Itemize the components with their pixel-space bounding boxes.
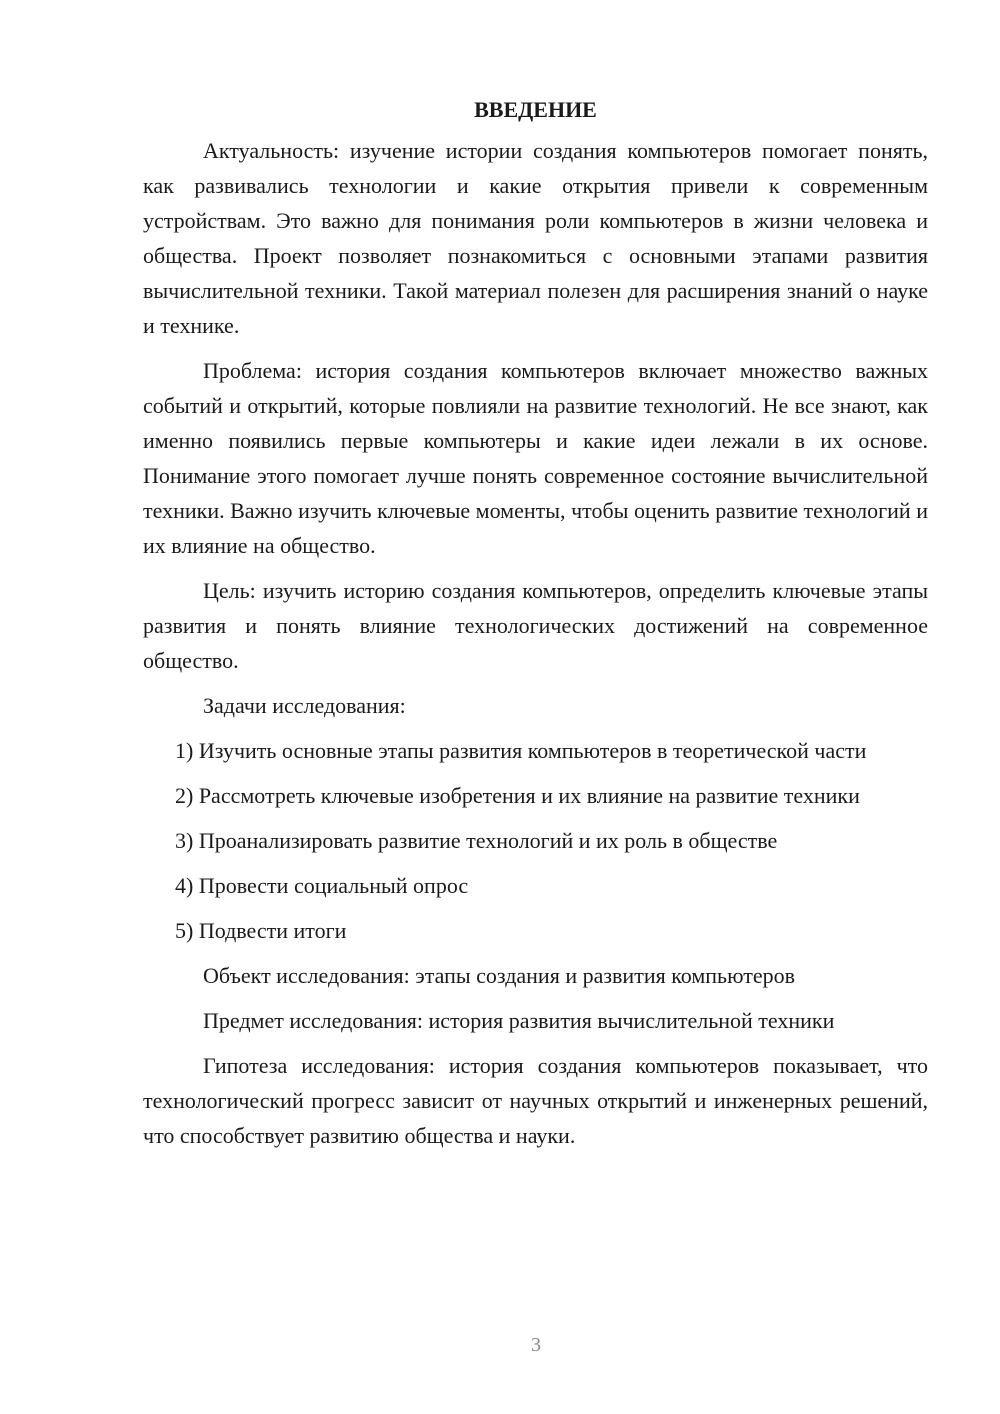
task-item: 1) Изучить основные этапы развития компьютеров в теоретической части — [175, 738, 867, 763]
subject-paragraph: Предмет исследования: история развития вычислительной техники — [203, 1008, 835, 1033]
relevance-paragraph: Актуальность: изучение истории создания компьютеров помогает понять, как развивались технологии и какие открытия привели к современным устройствам. Это важно для понимания роли компьютеров в жизни человека и общества. Проект позволяет познакомиться с основными этапами развития вычислительной техники. Такой материал полезен для расширения знаний о науке и технике. — [143, 138, 928, 338]
task-item: 2) Рассмотреть ключевые изобретения и их влияние на развитие техники — [175, 783, 860, 808]
tasks-title: Задачи исследования: — [203, 693, 406, 718]
task-item: 5) Подвести итоги — [175, 918, 347, 943]
page-number: 3 — [531, 1334, 541, 1356]
page-content — [143, 92, 928, 1153]
task-item: 3) Проанализировать развитие технологий и их роль в обществе — [175, 828, 778, 853]
hypothesis-paragraph: Гипотеза исследования: история создания компьютеров показывает, что технологический прогресс зависит от научных открытий и инженерных решений, что способствует развитию общества и науки. — [143, 1053, 928, 1148]
problem-paragraph: Проблема: история создания компьютеров включает множество важных событий и открытий, которые повлияли на развитие технологий. Не все знают, как именно появились первые компьютеры и какие идеи лежали в их основе. Понимание этого помогает лучше понять современное состояние вычислительной техники. Важно изучить ключевые моменты, чтобы оценить развитие технологий и их влияние на общество. — [143, 358, 928, 558]
goal-paragraph: Цель: изучить историю создания компьютеров, определить ключевые этапы развития и понять влияние технологических достижений на современное общество. — [143, 578, 928, 673]
task-item: 4) Провести социальный опрос — [175, 873, 469, 898]
page-title: ВВЕДЕНИЕ — [474, 97, 597, 122]
object-paragraph: Объект исследования: этапы создания и развития компьютеров — [203, 963, 796, 988]
